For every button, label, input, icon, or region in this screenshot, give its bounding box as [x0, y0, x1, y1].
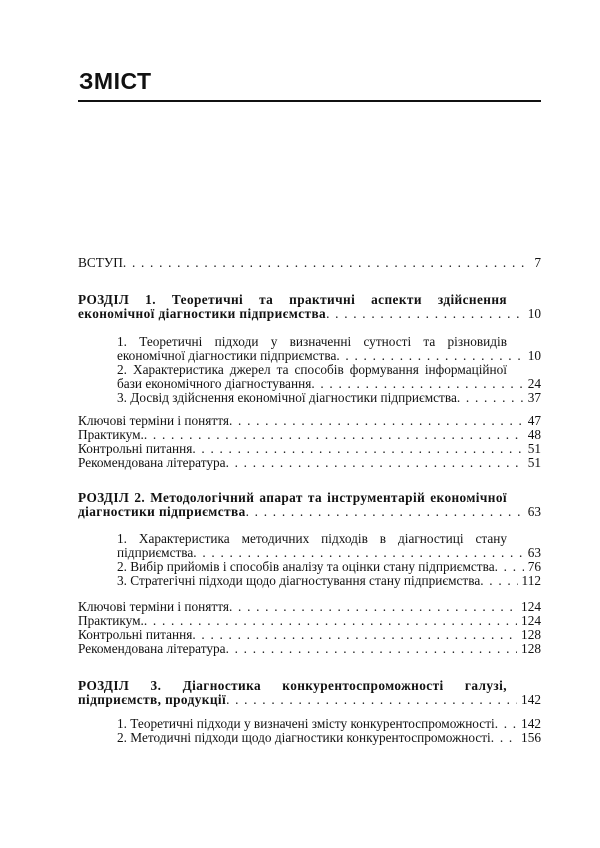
toc-intro — [78, 256, 541, 270]
toc-section[interactable] — [117, 391, 541, 405]
entry-title: Практикум. . . . — [78, 428, 144, 442]
toc-chapter-heading[interactable] — [78, 679, 541, 707]
entry-page: 112 — [518, 574, 541, 588]
entry-title: 2. Методичні підходи щодо діагностики конкурентоспроможності . . . — [117, 731, 491, 745]
toc-chapter-heading[interactable] — [78, 293, 541, 321]
entry-page: 47 — [524, 414, 541, 428]
toc-entry-intro[interactable] — [78, 256, 541, 270]
entry-page: 63 — [524, 546, 541, 560]
entry-page: 51 — [524, 456, 541, 470]
entry-page: 128 — [517, 642, 541, 656]
toc-recommended-literature[interactable] — [78, 456, 541, 470]
entry-page: 24 — [524, 377, 541, 391]
entry-title: Рекомендована література . . . — [78, 642, 226, 656]
toc-practicum[interactable] — [78, 614, 541, 628]
entry-page: 124 — [517, 600, 541, 614]
entry-page: 37 — [524, 391, 541, 405]
entry-page: 76 — [524, 560, 541, 574]
entry-page: 63 — [524, 505, 541, 519]
entry-title: РОЗДІЛ 3. Діагностика конкурентоспроможності галузі, підприємств, продукції . . . — [78, 679, 507, 707]
entry-page: 10 — [524, 349, 541, 363]
entry-page: 124 — [517, 614, 541, 628]
entry-title: 1. Теоретичні підходи у визначені змісту конкурентоспроможності . . . — [117, 717, 495, 731]
entry-title: Ключові терміни і поняття . . . — [78, 414, 229, 428]
toc-recommended-literature[interactable] — [78, 642, 541, 656]
entry-page: 156 — [517, 731, 541, 745]
title-divider — [78, 100, 541, 102]
entry-page: 48 — [524, 428, 541, 442]
entry-title: 2. Вибір прийомів і способів аналізу та оцінки стану підприємства . . . — [117, 560, 495, 574]
entry-title: 3. Досвід здійснення економічної діагностики підприємства . . . — [117, 391, 457, 405]
entry-page: 10 — [524, 307, 541, 321]
entry-page: 51 — [524, 442, 541, 456]
entry-page: 142 — [517, 693, 541, 707]
toc-section[interactable] — [117, 717, 541, 731]
toc-chapter-heading[interactable] — [78, 491, 541, 519]
toc-section[interactable] — [117, 574, 541, 588]
entry-title: Контрольні питання . . . — [78, 628, 192, 642]
entry-title: ВСТУП . . . — [78, 256, 123, 270]
toc-section[interactable] — [117, 363, 541, 391]
toc-chapter-3 — [78, 679, 541, 745]
page-title: ЗМІСТ — [79, 68, 152, 94]
entry-title: РОЗДІЛ 2. Методологічний апарат та інструментарій економічної діагностики підприємства . . . — [78, 491, 507, 519]
entry-title: 1. Теоретичні підходи у визначенні сутності та різновидів економічної діагностики підприємства . . . — [117, 335, 507, 363]
entry-title: Ключові терміни і поняття . . . — [78, 600, 229, 614]
toc-section[interactable] — [117, 560, 541, 574]
entry-page: 142 — [517, 717, 541, 731]
entry-title: 1. Характеристика методичних підходів в діагностиці стану підприємства . . . — [117, 532, 507, 560]
toc-key-terms[interactable] — [78, 414, 541, 428]
entry-page: 128 — [517, 628, 541, 642]
entry-title: РОЗДІЛ 1. Теоретичні та практичні аспекти здійснення економічної діагностики підприємства . . . — [78, 293, 507, 321]
toc-chapter-2 — [78, 491, 541, 656]
entry-title: Рекомендована література . . . — [78, 456, 226, 470]
toc-control-questions[interactable] — [78, 628, 541, 642]
toc-key-terms[interactable] — [78, 600, 541, 614]
entry-page: 7 — [530, 256, 541, 270]
toc-control-questions[interactable] — [78, 442, 541, 456]
toc-section[interactable] — [117, 532, 541, 560]
toc-section[interactable] — [117, 335, 541, 363]
toc-section[interactable] — [117, 731, 541, 745]
entry-title: 2. Характеристика джерел та способів формування інформаційної бази економічного діагностування . . . — [117, 363, 507, 391]
entry-title: Контрольні питання . . . — [78, 442, 192, 456]
toc-practicum[interactable] — [78, 428, 541, 442]
toc-chapter-1 — [78, 293, 541, 470]
entry-title: Практикум. . . . — [78, 614, 144, 628]
entry-title: 3. Стратегічні підходи щодо діагностування стану підприємства . . . — [117, 574, 480, 588]
